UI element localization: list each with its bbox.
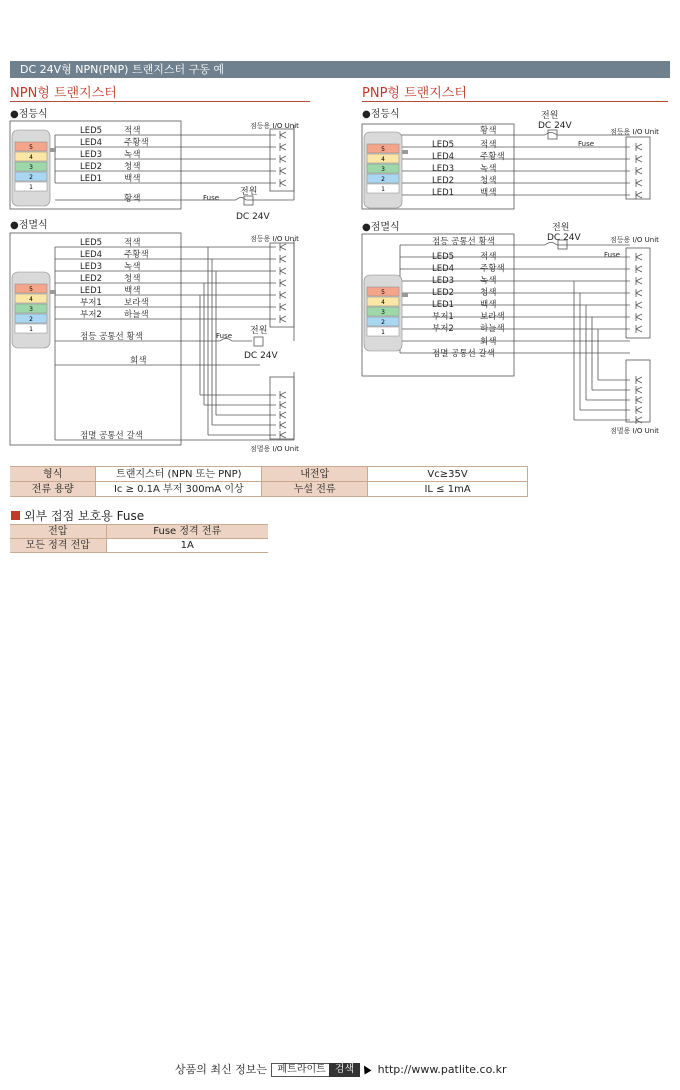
npn-blink-transistor — [280, 291, 286, 299]
wire-name-label: LED1 — [432, 300, 455, 310]
pnp-blink-fuse: Fuse — [604, 251, 621, 259]
wire-name-label: LED4 — [432, 152, 455, 162]
npn-blink-tower — [12, 272, 56, 348]
pnp-blink-transistor — [636, 313, 642, 321]
wire-name-label: LED1 — [432, 188, 455, 198]
pnp-blink-transistor-blink — [636, 376, 642, 384]
tower-tier-label: 3 — [29, 164, 33, 171]
npn-blink-transistor-blink — [280, 431, 286, 439]
wire-name-label: LED5 — [80, 126, 103, 136]
wire-color-label: 주황색 — [480, 152, 505, 162]
wire-color-label: 청색 — [124, 162, 141, 172]
npn-blink-transistor-blink — [280, 421, 286, 429]
spec-row-2 — [10, 482, 528, 497]
wire-name-label: LED4 — [432, 264, 455, 274]
pnp-blink-transistor — [636, 253, 642, 261]
fuse-row — [10, 539, 268, 553]
section-banner: DC 24V형 NPN(PNP) 트랜지스터 구동 예 — [10, 61, 670, 78]
search-button[interactable]: 검색 — [329, 1063, 360, 1077]
wire-name-label: 부저2 — [432, 324, 454, 334]
npn-steady-transistor — [280, 167, 286, 175]
fuse-cell: 1A — [106, 539, 268, 553]
pnp-steady-power-symbol — [548, 130, 557, 139]
tower-tier-label: 2 — [381, 319, 385, 326]
wire-color-label: 백색 — [480, 188, 497, 198]
fuse-header-cell: Fuse 정격 전류 — [106, 525, 268, 539]
npn-blink-transistor-blink — [280, 411, 286, 419]
pnp-steady-fuse: Fuse — [578, 140, 595, 148]
pnp-blink-mode: ●점멸식 — [362, 222, 400, 233]
spec-cell: IL ≤ 1mA — [368, 482, 528, 497]
spec-cell: 누설 전류 — [262, 482, 368, 497]
tower-tier-label: 2 — [29, 174, 33, 181]
pnp-steady-unit: 점등용 I/O Unit — [610, 128, 659, 136]
pnp-steady-transistor — [636, 179, 642, 187]
wire-name-label: LED1 — [80, 174, 103, 184]
tower-tier-label: 4 — [381, 156, 385, 163]
tower-tier-label: 1 — [29, 326, 33, 333]
wiring-diagrams — [0, 0, 680, 460]
tower-tier-label: 5 — [381, 146, 385, 153]
npn-steady-tower — [12, 130, 56, 206]
tower-tier-label: 1 — [381, 186, 385, 193]
spec-cell: 내전압 — [262, 467, 368, 482]
npn-steady-mode: ●점등식 — [10, 109, 48, 120]
footer-url[interactable]: http://www.patlite.co.kr — [377, 1063, 507, 1076]
tower-tier-label: 4 — [29, 296, 33, 303]
npn-steady-common: 황색 — [124, 194, 141, 204]
spec-cell: Vc≥35V — [368, 467, 528, 482]
npn-blink-transistor-blink — [280, 391, 286, 399]
pnp-blink-transistor-blink — [636, 416, 642, 424]
npn-title: NPN형 트랜지스터 — [10, 86, 117, 102]
wire-name-label: LED3 — [80, 262, 103, 272]
npn-blink-transistor — [280, 243, 286, 251]
pnp-blink-tower — [364, 275, 408, 351]
wire-name-label: LED3 — [80, 150, 103, 160]
pnp-steady-mode: ●점등식 — [362, 109, 400, 120]
npn-blink-unit-blink: 점멸용 I/O Unit — [250, 445, 299, 453]
npn-blink-transistor — [280, 267, 286, 275]
spec-cell: 형식 — [10, 467, 96, 482]
tower-tier-label: 3 — [381, 166, 385, 173]
wire-name-label: LED4 — [80, 138, 103, 148]
wire-color-label: 주황색 — [480, 264, 505, 274]
wire-color-label: 백색 — [124, 174, 141, 184]
npn-blink-common-blink: 점멸 공통선 갈색 — [80, 431, 143, 441]
npn-blink-unit-light: 점등용 I/O Unit — [250, 235, 299, 243]
wire-color-label: 청색 — [480, 288, 497, 298]
pnp-steady-transistor — [636, 167, 642, 175]
npn-steady-dc: DC 24V — [236, 212, 270, 222]
fuse-table — [10, 524, 268, 553]
patlite-search-field[interactable]: 페트라이트 — [271, 1063, 333, 1077]
wire-color-label: 하늘색 — [480, 324, 505, 334]
pnp-blink-dc: DC 24V — [547, 233, 581, 243]
wire-color-label: 백색 — [480, 300, 497, 310]
tower-tier-label: 4 — [381, 299, 385, 306]
wire-color-label: 적색 — [480, 252, 497, 262]
wire-name-label: LED1 — [80, 286, 103, 296]
wire-color-label: 주황색 — [124, 250, 149, 260]
npn-steady-fuse-symbol — [236, 198, 246, 201]
wire-name-label: LED5 — [432, 140, 455, 150]
pnp-blink-transistor — [636, 325, 642, 333]
wire-name-label: LED2 — [432, 176, 455, 186]
footer — [175, 1061, 507, 1077]
wire-name-label: LED4 — [80, 250, 103, 260]
wire-color-label: 주황색 — [124, 138, 149, 148]
pnp-blink-common-blink: 점멸 공통선 갈색 — [432, 349, 495, 359]
fuse-header-row — [10, 525, 268, 539]
wire-name-label: 부저1 — [80, 298, 102, 308]
tower-tier-label: 1 — [381, 329, 385, 336]
pnp-steady-tower — [364, 132, 408, 208]
npn-blink-transistor-blink — [280, 401, 286, 409]
pnp-blink-unit-blink: 점멸용 I/O Unit — [610, 427, 659, 435]
pnp-steady-transistor — [636, 191, 642, 199]
npn-blink-mode: ●점멸식 — [10, 220, 48, 231]
tower-tier-label: 5 — [381, 289, 385, 296]
tower-tier-label: 3 — [381, 309, 385, 316]
wire-name-label: LED3 — [432, 164, 455, 174]
wire-color-label: 하늘색 — [124, 310, 149, 320]
npn-steady-transistor — [280, 179, 286, 187]
spec-cell: Ic ≥ 0.1A 부저 300mA 이상 — [96, 482, 262, 497]
tower-tier-label: 5 — [29, 144, 33, 151]
wire-name-label: 부저2 — [80, 310, 102, 320]
wire-color-label: 청색 — [124, 274, 141, 284]
pnp-blink-common-light: 점등 공통선 황색 — [432, 237, 495, 247]
npn-blink-transistor — [280, 255, 286, 263]
wire-color-label: 녹색 — [480, 164, 497, 174]
npn-blink-power-symbol — [254, 337, 263, 346]
npn-steady-fuse: Fuse — [203, 194, 220, 202]
spec-table — [10, 466, 528, 497]
fuse-heading: 외부 접점 보호용 Fuse — [11, 507, 144, 524]
wire-name-label: LED2 — [80, 274, 103, 284]
fuse-cell: 모든 정격 전압 — [10, 539, 106, 553]
wire-name-label: LED2 — [432, 288, 455, 298]
wire-color-label: 녹색 — [124, 262, 141, 272]
footer-text: 상품의 최신 정보는 — [175, 1063, 268, 1076]
spec-row-1 — [10, 467, 528, 482]
npn-steady-unit: 점등용 I/O Unit — [250, 122, 299, 130]
npn-blink-transistor — [280, 279, 286, 287]
pnp-blink-transistor — [636, 301, 642, 309]
wire-color-label: 백색 — [124, 286, 141, 296]
wire-color-label: 적색 — [124, 238, 141, 248]
pnp-blink-gray: 회색 — [480, 337, 497, 347]
spec-cell: 트랜지스터 (NPN 또는 PNP) — [96, 467, 262, 482]
pnp-blink-transistor-blink — [636, 406, 642, 414]
spec-cell: 전류 용량 — [10, 482, 96, 497]
npn-blink-gray: 회색 — [130, 356, 147, 366]
npn-blink-dc: DC 24V — [244, 351, 278, 361]
npn-steady-power: 전원 — [240, 187, 258, 197]
wire-color-label: 녹색 — [480, 276, 497, 286]
npn-steady-transistor — [280, 143, 286, 151]
cursor-icon — [361, 1064, 372, 1075]
wire-name-label: 부저1 — [432, 312, 454, 322]
square-bullet-icon — [11, 511, 20, 520]
pnp-steady-transistor — [636, 143, 642, 151]
tower-tier-label: 4 — [29, 154, 33, 161]
wire-name-label: LED3 — [432, 276, 455, 286]
tower-tier-label: 1 — [29, 184, 33, 191]
wire-name-label: LED2 — [80, 162, 103, 172]
npn-steady-transistor — [280, 155, 286, 163]
tower-tier-label: 2 — [381, 176, 385, 183]
pnp-steady-common: 황색 — [480, 126, 497, 136]
pnp-steady-transistor — [636, 155, 642, 163]
pnp-title: PNP형 트랜지스터 — [362, 86, 467, 102]
pnp-blink-transistor — [636, 289, 642, 297]
npn-blink-power: 전원 — [250, 326, 268, 336]
npn-blink-transistor — [280, 303, 286, 311]
pnp-blink-transistor — [636, 265, 642, 273]
wire-name-label: LED5 — [432, 252, 455, 262]
npn-steady-power-symbol — [244, 196, 253, 205]
npn-blink-fuse: Fuse — [216, 332, 233, 340]
pnp-blink-transistor-blink — [636, 386, 642, 394]
npn-blink-common-light: 점등 공통선 황색 — [80, 332, 143, 342]
pnp-blink-transistor-blink — [636, 396, 642, 404]
pnp-blink-transistor — [636, 277, 642, 285]
wire-color-label: 적색 — [124, 126, 141, 136]
pnp-blink-unit-light: 점등용 I/O Unit — [610, 236, 659, 244]
wire-name-label: LED5 — [80, 238, 103, 248]
wire-color-label: 보라색 — [480, 312, 505, 322]
fuse-header-cell: 전압 — [10, 525, 106, 539]
wire-color-label: 녹색 — [124, 150, 141, 160]
npn-blink-transistor — [280, 315, 286, 323]
tower-tier-label: 5 — [29, 286, 33, 293]
wire-color-label: 보라색 — [124, 298, 149, 308]
wire-color-label: 청색 — [480, 176, 497, 186]
pnp-blink-power: 전원 — [552, 223, 570, 233]
wire-color-label: 적색 — [480, 140, 497, 150]
pnp-steady-power: 전원 — [541, 111, 559, 121]
tower-tier-label: 2 — [29, 316, 33, 323]
npn-steady-transistor — [280, 131, 286, 139]
pnp-steady-dc: DC 24V — [538, 121, 572, 131]
tower-tier-label: 3 — [29, 306, 33, 313]
pnp-steady-fuse-symbol — [545, 133, 557, 136]
